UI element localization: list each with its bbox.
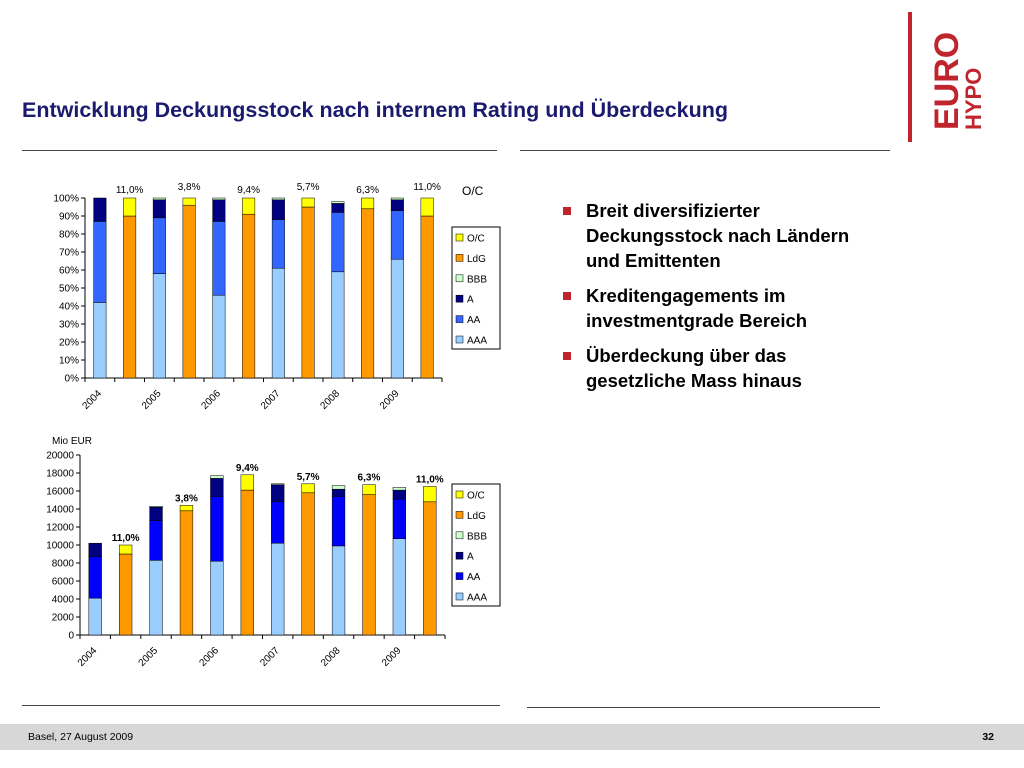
- logo-text-hypo: HYPO: [961, 67, 986, 130]
- x-tick-label: 2006: [197, 645, 221, 669]
- oc-annotation: 5,7%: [296, 182, 320, 193]
- bar-segment-aa: [210, 496, 223, 561]
- bar-segment-ldg: [363, 495, 376, 635]
- legend-swatch-bbb: [456, 532, 463, 539]
- bullet-text: Kreditengagements im investmentgrade Bereich: [586, 285, 808, 331]
- legend-box: [452, 484, 500, 606]
- x-tick-label: 2007: [258, 388, 283, 412]
- page-title: Entwicklung Deckungsstock nach internem Rating und Überdeckung: [22, 98, 729, 122]
- y-tick-label: 0%: [64, 373, 79, 385]
- legend-swatch-a: [456, 552, 463, 559]
- logo-text-euro: EURO: [928, 31, 966, 130]
- x-tick-label: 2009: [379, 645, 404, 669]
- legend-label: AA: [467, 572, 481, 584]
- key-points-list: [560, 198, 880, 403]
- legend-label: LdG: [467, 253, 486, 265]
- oc-annotation: 9,4%: [235, 462, 259, 474]
- x-tick-label: 2007: [258, 645, 282, 669]
- y-tick-label: 14000: [46, 504, 74, 516]
- bullet-square-icon: [563, 207, 571, 215]
- y-axis-label: Mio EUR: [51, 436, 93, 447]
- y-tick-label: 90%: [58, 211, 79, 223]
- footer-rule-left: [22, 705, 500, 706]
- bar-segment-a: [150, 507, 163, 521]
- legend-label: BBB: [467, 531, 488, 543]
- y-tick-label: 2000: [51, 612, 74, 624]
- x-tick-label: 2005: [139, 388, 164, 412]
- oc-annotation: 11,0%: [415, 474, 444, 486]
- bar-segment-aa: [332, 496, 345, 546]
- oc-annotation: 5,7%: [296, 471, 320, 483]
- bar-segment-aaa: [210, 561, 223, 635]
- bar-segment-oc: [180, 505, 193, 510]
- oc-annotation: 3,8%: [177, 182, 201, 193]
- y-tick-label: 18000: [46, 468, 74, 480]
- y-tick-label: 40%: [58, 301, 79, 313]
- bar-segment-aa: [393, 499, 406, 539]
- y-tick-label: 20000: [46, 450, 74, 462]
- bullet-square-icon: [563, 292, 571, 300]
- y-tick-label: 100%: [53, 193, 79, 205]
- bar-segment-oc: [119, 545, 132, 554]
- footer-rule-right: [527, 707, 880, 708]
- bar-segment-oc: [302, 484, 315, 493]
- bar-segment-a: [332, 489, 345, 496]
- y-tick-label: 70%: [58, 247, 79, 259]
- legend-swatch-aa: [456, 573, 463, 580]
- oc-annotation-title: O/C: [462, 184, 484, 198]
- y-tick-label: 10%: [58, 355, 79, 367]
- y-tick-label: 4000: [51, 594, 74, 606]
- legend-label: LdG: [467, 510, 486, 522]
- page-number: 32: [982, 731, 994, 743]
- bar-segment-ldg: [241, 490, 254, 635]
- y-tick-label: 10000: [46, 540, 74, 552]
- oc-annotation: 6,3%: [356, 185, 380, 196]
- y-tick-label: 20%: [58, 337, 79, 349]
- y-tick-label: 12000: [46, 522, 74, 534]
- legend-label: AAA: [467, 335, 488, 347]
- x-tick-label: 2009: [377, 388, 402, 412]
- x-tick-label: 2004: [80, 388, 104, 412]
- legend-label: AA: [467, 315, 481, 327]
- y-tick-label: 8000: [51, 558, 74, 570]
- footer-bar: [0, 724, 1024, 750]
- y-tick-label: 6000: [51, 576, 74, 588]
- y-tick-label: 60%: [58, 265, 79, 277]
- bar-segment-oc: [423, 487, 436, 502]
- oc-annotation: 11,0%: [115, 185, 144, 196]
- bar-segment-a: [393, 490, 406, 499]
- bar-segment-bbb: [332, 486, 345, 490]
- x-tick-label: 2008: [318, 388, 342, 412]
- y-tick-label: 80%: [58, 229, 79, 241]
- y-tick-label: 50%: [58, 283, 79, 295]
- oc-annotation: 11,0%: [413, 182, 441, 193]
- bar-segment-a: [89, 543, 102, 557]
- bar-segment-aaa: [271, 543, 284, 635]
- legend-swatch-aaa: [456, 593, 463, 600]
- x-tick-label: 2004: [75, 645, 100, 669]
- legend-label: A: [467, 551, 474, 563]
- bar-segment-a: [210, 478, 223, 496]
- legend-swatch-ldg: [456, 511, 463, 518]
- bullet-item: [560, 343, 880, 393]
- oc-annotation: 9,4%: [237, 185, 261, 196]
- bar-segment-a: [271, 485, 284, 502]
- bar-segment-ldg: [180, 511, 193, 635]
- bar-segment-aaa: [332, 546, 345, 635]
- legend-label: O/C: [467, 233, 485, 245]
- bar-segment-aaa: [89, 598, 102, 635]
- legend-label: BBB: [467, 274, 488, 286]
- bar-segment-oc: [241, 475, 254, 490]
- bar-segment-ldg: [119, 554, 132, 635]
- y-tick-label: 30%: [58, 319, 79, 331]
- bar-segment-aa: [89, 557, 102, 598]
- y-tick-label: 16000: [46, 486, 74, 498]
- bar-segment-bbb: [150, 506, 163, 507]
- bar-segment-oc: [363, 485, 376, 495]
- bar-segment-aa: [271, 502, 284, 543]
- bar-segment-bbb: [393, 487, 406, 490]
- legend-label: AAA: [467, 592, 488, 604]
- bar-segment-aa: [150, 521, 163, 561]
- legend-swatch-oc: [456, 491, 463, 498]
- bullet-item: [560, 198, 880, 273]
- y-tick-label: 0: [68, 630, 74, 642]
- x-tick-label: 2006: [199, 388, 223, 412]
- bullet-square-icon: [563, 352, 571, 360]
- x-tick-label: 2005: [136, 645, 161, 669]
- bar-segment-ldg: [423, 502, 436, 635]
- bar-segment-ldg: [302, 493, 315, 635]
- bullet-item: [560, 283, 880, 333]
- bullet-text: Breit diversifizierter Deckungsstock nach Ländern und Emittenten: [586, 200, 850, 271]
- bar-segment-bbb: [210, 476, 223, 479]
- bar-segment-aaa: [150, 560, 163, 635]
- footer-date: Basel, 27 August 2009: [28, 731, 134, 743]
- oc-annotation: 6,3%: [357, 472, 381, 484]
- bar-segment-bbb: [271, 484, 284, 485]
- bullet-text: Überdeckung über das gesetzliche Mass hinaus: [586, 345, 802, 391]
- legend-label: A: [467, 294, 474, 306]
- x-tick-label: 2008: [319, 645, 343, 669]
- legend-label: O/C: [467, 490, 485, 502]
- oc-annotation: 11,0%: [111, 533, 140, 544]
- oc-annotation: 3,8%: [175, 493, 198, 505]
- bar-segment-aaa: [393, 539, 406, 635]
